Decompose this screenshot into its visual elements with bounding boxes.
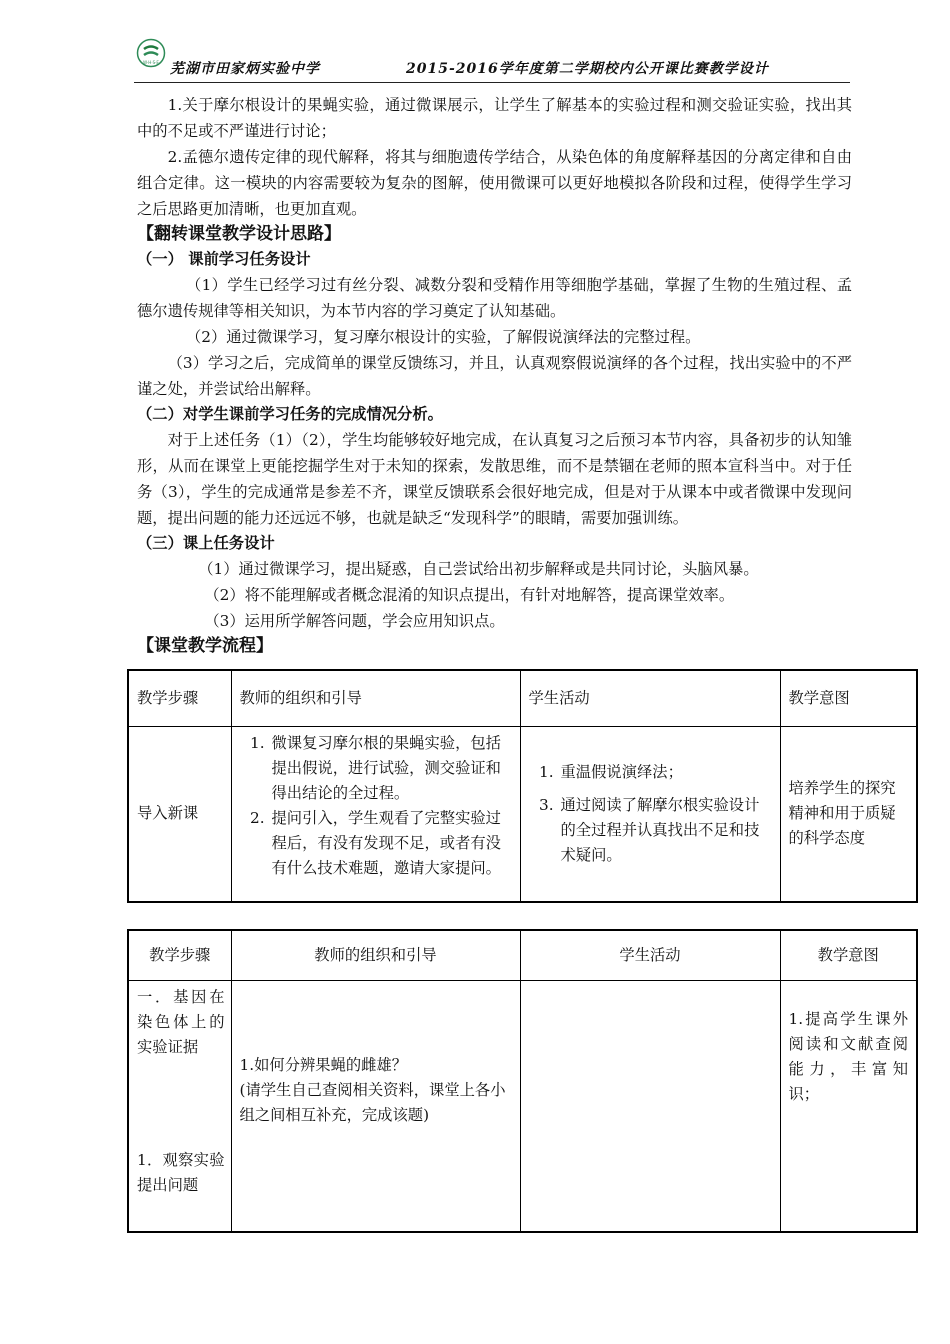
step-title: 一．基因在染色体上的实验证据 <box>137 987 225 1056</box>
student-list <box>529 760 772 868</box>
header-intent: 教学意图 <box>780 670 917 726</box>
section-2-title: （二）对学生课前学习任务的完成情况分析。 <box>137 405 443 423</box>
document-body <box>137 92 852 659</box>
table-header-row <box>128 670 917 726</box>
section-1-item-2: （2）通过微课学习，复习摩尔根设计的实验，了解假说演绎法的完整过程。 <box>185 328 701 346</box>
header-teacher: 教师的组织和引导 <box>231 670 520 726</box>
logo-text: W·H·S·E <box>143 60 159 65</box>
teacher-cell <box>231 980 520 1232</box>
section-3-title: （三）课上任务设计 <box>137 534 275 552</box>
header-divider <box>134 82 850 83</box>
section-3-item-2: （2）将不能理解或者概念混淆的知识点提出，有针对地解答，提高课堂效率。 <box>204 586 735 604</box>
section-1-item-1: （1）学生已经学习过有丝分裂、减数分裂和受精作用等细胞学基础，掌握了生物的生殖过程、孟德尔遗传规律等相关知识，为本节内容的学习奠定了认知基础。 <box>137 276 852 320</box>
teacher-note: (请学生自己查阅相关资料，课堂上各小组之间相互补充，完成该题) <box>239 1080 506 1124</box>
header-step: 教学步骤 <box>128 670 231 726</box>
teacher-item-2: 2. 提问引入，学生观看了完整实验过程后，有没有发现不足，或者有没有什么技术难题，邀请大家提问。 <box>270 806 512 881</box>
intent-cell: 1.提高学生课外阅读和文献查阅能力，丰富知识； <box>780 980 917 1232</box>
student-cell <box>520 980 780 1232</box>
student-item-1: 1. 重温假说演绎法； <box>559 760 772 785</box>
section-2-paragraph: 对于上述任务（1）（2），学生均能够较好地完成，在认真复习之后预习本节内容，具备初步的认知雏形，从而在课堂上更能挖掘学生对于未知的探索，发散思维，而不是禁锢在老师的照本宣科当中。对于任务（3），学生的完成通常是参差不齐，课堂反馈联系会很好地完成，但是对于从课本中或者微课中发现问题，提出问题的能力还远远不够，也就是缺乏“发现科学”的眼睛，需要加强训练。 <box>137 431 852 527</box>
teacher-list <box>240 731 512 881</box>
header-step: 教学步骤 <box>128 930 231 980</box>
section-3-item-3: （3）运用所学解答问题，学会应用知识点。 <box>204 612 505 630</box>
header-teacher: 教师的组织和引导 <box>231 930 520 980</box>
school-logo-icon <box>136 38 166 68</box>
teacher-question: 1.如何分辨果蝇的雌雄？ <box>239 1055 408 1074</box>
step-cell: 导入新课 <box>128 726 231 902</box>
school-name: 芜湖市田家炳实验中学 <box>170 61 320 77</box>
page-header <box>134 38 850 84</box>
class-flow-heading: 【课堂教学流程】 <box>137 636 273 656</box>
table-row <box>128 726 917 902</box>
table-header-row <box>128 930 917 980</box>
teacher-cell <box>231 726 520 902</box>
header-student: 学生活动 <box>520 670 780 726</box>
header-intent: 教学意图 <box>780 930 917 980</box>
teacher-item-1: 1. 微课复习摩尔根的果蝇实验，包括提出假说，进行试验，测交验证和得出结论的全过程。 <box>270 731 512 806</box>
table-row <box>128 980 917 1232</box>
flip-design-heading: 【翻转课堂教学设计思路】 <box>137 224 341 244</box>
header-student: 学生活动 <box>520 930 780 980</box>
section-1-title: （一） 课前学习任务设计 <box>137 250 311 268</box>
intent-cell: 培养学生的探究精神和用于质疑的科学态度 <box>780 726 917 902</box>
flow-table-intro <box>127 669 918 903</box>
step-cell <box>128 980 231 1232</box>
step-subtitle: 1．观察实验提出问题 <box>137 1150 225 1194</box>
section-3-item-1: （1）通过微课学习，提出疑惑，自己尝试给出初步解释或是共同讨论，头脑风暴。 <box>198 560 759 578</box>
student-cell <box>520 726 780 902</box>
flow-table-evidence <box>127 929 918 1233</box>
document-title: 2015-2016学年度第二学期校内公开课比赛教学设计 <box>406 61 769 77</box>
section-1-item-3: （3）学习之后，完成简单的课堂反馈练习，并且，认真观察假说演绎的各个过程，找出实验中的不严谨之处，并尝试给出解释。 <box>137 354 852 398</box>
intro-paragraph-2: 2.孟德尔遗传定律的现代解释，将其与细胞遗传学结合，从染色体的角度解释基因的分离定律和自由组合定律。这一模块的内容需要较为复杂的图解，使用微课可以更好地模拟各阶段和过程，使得学生学习之后思路更加清晰，也更加直观。 <box>137 148 852 218</box>
intro-paragraph-1: 1.关于摩尔根设计的果蝇实验，通过微课展示，让学生了解基本的实验过程和测交验证实验，找出其中的不足或不严谨进行讨论； <box>137 96 852 140</box>
student-item-2: 3. 通过阅读了解摩尔根实验设计的全过程并认真找出不足和技术疑问。 <box>559 793 772 868</box>
